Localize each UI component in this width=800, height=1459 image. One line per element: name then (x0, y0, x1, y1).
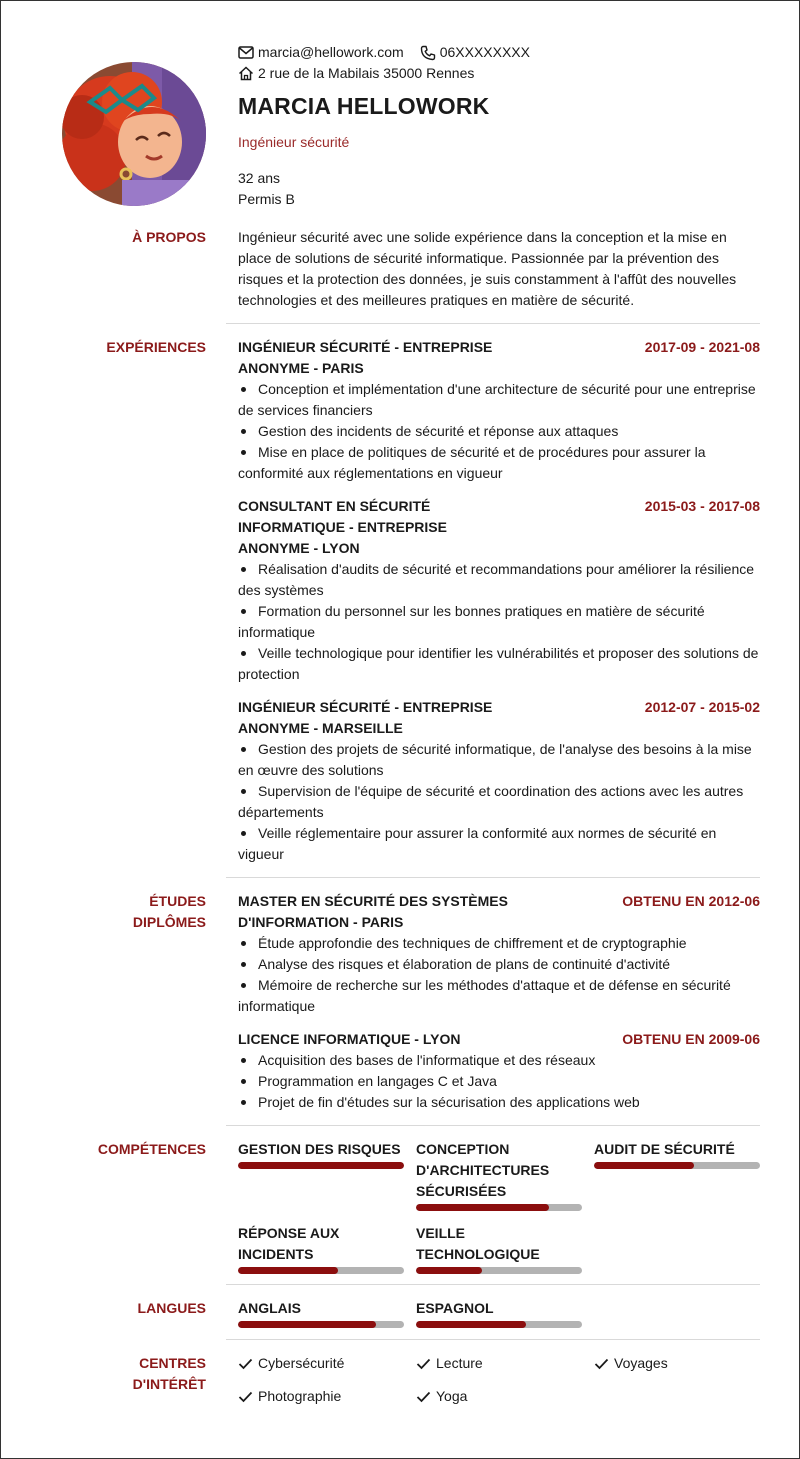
experience-entry (238, 337, 760, 484)
skill-bar (238, 1162, 404, 1169)
bullet-item: Programmation en langages C et Java (238, 1071, 760, 1092)
check-icon (416, 1391, 431, 1403)
interest-item (238, 1353, 416, 1374)
bullet-item: Mise en place de politiques de sécurité et de procédures pour assurer la conformité aux réglementations en vigueur (238, 442, 760, 484)
phone-icon (420, 45, 436, 61)
education-bullets (238, 1050, 760, 1113)
resume-header (238, 42, 760, 210)
bullet-item: Conception et implémentation d'une architecture de sécurité pour une entreprise de services financiers (238, 379, 760, 421)
education-label-line2: DIPLÔMES (132, 914, 206, 930)
experience-org: ANONYME - PARIS (238, 360, 364, 376)
experience-entry (238, 496, 760, 685)
personal-info (238, 168, 760, 210)
skills-label: COMPÉTENCES (97, 1141, 206, 1157)
license-text: Permis B (238, 191, 295, 207)
education-entry (238, 1029, 760, 1113)
interest-text: Voyages (614, 1355, 668, 1371)
bullet-item: Acquisition des bases de l'informatique et des réseaux (238, 1050, 760, 1071)
interest-item (416, 1386, 594, 1407)
skills-grid (238, 1139, 760, 1274)
bullet-item: Réalisation d'audits de sécurité et recommandations pour améliorer la résilience des systèmes (238, 559, 760, 601)
interest-item (416, 1353, 594, 1374)
skill-name: CONCEPTION D'ARCHITECTURES SÉCURISÉES (416, 1141, 550, 1199)
skill-bar-fill (238, 1162, 404, 1169)
candidate-name: MARCIA HELLOWORK (238, 93, 490, 119)
education-bullets (238, 933, 760, 1017)
profile-photo (62, 62, 206, 206)
interests-grid (238, 1353, 760, 1407)
experience-date: 2012-07 - 2015-02 (644, 699, 760, 715)
skill-item (238, 1139, 404, 1211)
skill-bar-fill (238, 1267, 338, 1274)
about-text: Ingénieur sécurité avec une solide expérience dans la conception et la mise en place de solutions de sécurité informatique. Passionnée par la prévention des risques et la protection des données, je suis constamment à l'affût des nouvelles technologies et des meilleures pratiques en matière de sécurité. (238, 229, 737, 308)
divider (226, 1284, 760, 1285)
interests-label-line2: D'INTÉRÊT (132, 1376, 206, 1392)
bullet-item: Mémoire de recherche sur les méthodes d'attaque et de défense en sécurité informatique (238, 975, 760, 1017)
skill-bar-fill (594, 1162, 694, 1169)
skill-name: GESTION DES RISQUES (238, 1141, 401, 1157)
experience-date: 2017-09 - 2021-08 (644, 339, 760, 355)
bullet-item: Analyse des risques et élaboration de plans de continuité d'activité (238, 954, 760, 975)
skill-name: RÉPONSE AUX INCIDENTS (238, 1225, 340, 1262)
avatar-illustration (62, 62, 206, 206)
education-entry (238, 891, 760, 1017)
job-title: Ingénieur sécurité (238, 134, 350, 150)
check-icon (594, 1358, 609, 1370)
experience-bullets (238, 559, 760, 685)
languages-label: LANGUES (137, 1300, 206, 1316)
check-icon (238, 1391, 253, 1403)
check-icon (238, 1358, 253, 1370)
divider (226, 1125, 760, 1126)
skill-name: VEILLE TECHNOLOGIQUE (416, 1225, 540, 1262)
skill-item (416, 1223, 582, 1274)
education-title: MASTER EN SÉCURITÉ DES SYSTÈMES D'INFORMATION - PARIS (238, 893, 508, 930)
experience-bullets (238, 379, 760, 484)
experience-title: CONSULTANT EN SÉCURITÉ INFORMATIQUE - ENTREPRISE (238, 498, 447, 535)
interests-label-line1: CENTRES (139, 1355, 206, 1371)
experiences-list (238, 337, 760, 865)
language-name: ANGLAIS (238, 1300, 301, 1316)
language-bar (416, 1321, 582, 1328)
languages-grid (238, 1298, 760, 1328)
contact-phone[interactable] (420, 42, 530, 63)
language-bar-fill (238, 1321, 376, 1328)
mail-icon (238, 46, 254, 59)
contact-row (238, 42, 760, 63)
skill-bar-fill (416, 1267, 482, 1274)
experience-title: INGÉNIEUR SÉCURITÉ - ENTREPRISE (238, 699, 493, 715)
education-title: LICENCE INFORMATIQUE - LYON (238, 1031, 461, 1047)
divider (226, 877, 760, 878)
experiences-label: EXPÉRIENCES (106, 339, 206, 355)
home-icon (238, 66, 254, 81)
experience-title: INGÉNIEUR SÉCURITÉ - ENTREPRISE (238, 339, 493, 355)
check-icon (416, 1358, 431, 1370)
education-label (61, 891, 206, 933)
skill-bar-fill (416, 1204, 549, 1211)
language-name: ESPAGNOL (416, 1300, 494, 1316)
divider (226, 323, 760, 324)
experience-bullets (238, 739, 760, 865)
language-bar (238, 1321, 404, 1328)
education-date: OBTENU EN 2012-06 (622, 893, 760, 909)
address-text: 2 rue de la Mabilais 35000 Rennes (258, 65, 475, 81)
bullet-item: Projet de fin d'études sur la sécurisation des applications web (238, 1092, 760, 1113)
bullet-item: Veille technologique pour identifier les vulnérabilités et proposer des solutions de protection (238, 643, 760, 685)
interest-text: Cybersécurité (258, 1355, 345, 1371)
interest-text: Lecture (436, 1355, 483, 1371)
education-list (238, 891, 760, 1113)
experience-entry (238, 697, 760, 865)
interest-text: Photographie (258, 1388, 342, 1404)
about-label: À PROPOS (132, 229, 206, 245)
skill-bar (238, 1267, 404, 1274)
language-bar-fill (416, 1321, 526, 1328)
bullet-item: Gestion des projets de sécurité informatique, de l'analyse des besoins à la mise en œuvre des solutions (238, 739, 760, 781)
skill-bar (416, 1204, 582, 1211)
language-item (416, 1298, 582, 1328)
skill-item (594, 1139, 760, 1211)
skill-bar (416, 1267, 582, 1274)
skill-item (238, 1223, 404, 1274)
contact-email[interactable] (238, 42, 404, 63)
contact-address (238, 63, 474, 84)
skill-bar (594, 1162, 760, 1169)
bullet-item: Étude approfondie des techniques de chiffrement et de cryptographie (238, 933, 760, 954)
interest-item (594, 1353, 760, 1374)
experience-org: ANONYME - MARSEILLE (238, 720, 403, 736)
bullet-item: Formation du personnel sur les bonnes pratiques en matière de sécurité informatique (238, 601, 760, 643)
bullet-item: Supervision de l'équipe de sécurité et coordination des actions avec les autres départements (238, 781, 760, 823)
education-date: OBTENU EN 2009-06 (622, 1031, 760, 1047)
interest-item (238, 1386, 416, 1407)
experience-date: 2015-03 - 2017-08 (644, 498, 760, 514)
education-label-line1: ÉTUDES (149, 893, 206, 909)
skill-item (416, 1139, 582, 1211)
experience-org: ANONYME - LYON (238, 540, 360, 556)
address-row (238, 63, 760, 84)
interests-label (61, 1353, 206, 1395)
skill-name: AUDIT DE SÉCURITÉ (594, 1141, 735, 1157)
divider (226, 1339, 760, 1340)
phone-text: 06XXXXXXXX (439, 44, 530, 60)
interest-text: Yoga (436, 1388, 468, 1404)
bullet-item: Veille réglementaire pour assurer la conformité aux normes de sécurité en vigueur (238, 823, 760, 865)
email-text: marcia@hellowork.com (258, 44, 404, 60)
age-text: 32 ans (238, 170, 281, 186)
language-item (238, 1298, 404, 1328)
bullet-item: Gestion des incidents de sécurité et réponse aux attaques (238, 421, 760, 442)
